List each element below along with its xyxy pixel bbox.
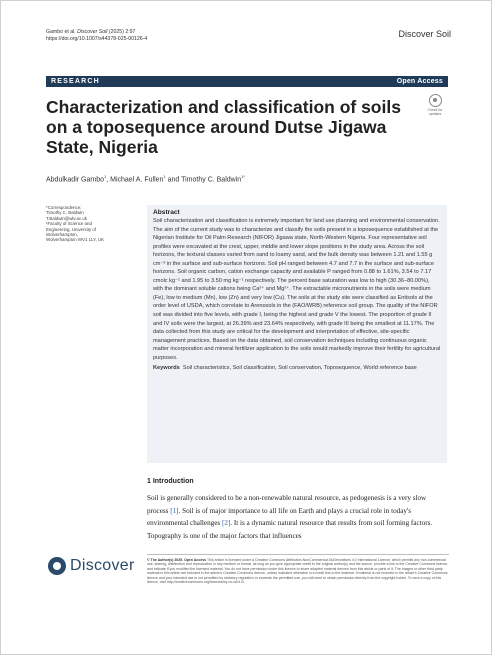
abstract-heading: Abstract (153, 209, 180, 216)
sidebar-line: *Correspondence: (46, 205, 82, 210)
keywords-label: Keywords (153, 365, 180, 372)
license-lead: © The Author(s) 2025. Open Access (147, 558, 207, 562)
footer-divider (147, 554, 449, 555)
author-name[interactable]: Abdulkadir Gambo (46, 176, 104, 184)
license-notice (147, 558, 449, 584)
open-access-label: Open Access (396, 78, 443, 85)
abstract-text: Soil characterization and classification is extremely important for land use planning and environmental conservation. The aim of the current study was to characterize and classify the soils present in a toposequence established at the Nigerian Institute for Oil Palm Research (NIFOR) Jigawa state, North-Western Nigeria. Four representative soil profiles were excavated at the crest, upper, middle and lower slope positions in the study area. Across the soil horizons, the textural classes varied from sand to loamy sand, and the bulk density was between 1.21 and 1.55 g cm⁻³ in the surface and sub-surface horizons. Soil pH ranged between 4.7 and 7.7 in the surface and sub-surface horizons. Soil organic carbon, cation exchange capacity and available P ranged from 0.88 to 1.61%, 3.54 to 7.17 cmolc kg⁻¹ and 1.95 to 3.50 mg kg⁻¹ respectively. The percent base saturation was low to high (30.36–80.00%), with the dominant soluble cations being Ca²⁺ and Mg²⁺. The extractable micronutrients in the soils were medium (Fe), low to medium (Mn), low (Zn) and very low (Cu). The soils at the study site were classified as Entisols at the order level of USDA, which correlate to Arenosols in the (FAO/WRB) reference soil group. The quality of the NIFOR soil was divided into five levels, with grade I, being the highest and grade V the lowest. The proportion of grade II and IV soils were the largest, at 26.39% and 23.64% respectively, with grade III being the smallest at 11.17%. The data collected from this study are critical for the development and interpretation of effective, site-specific management practices. Based on the data obtained, soil conservation techniques including continuous organic matter incorporation and mineral fertilizer application to the soils would markedly improve their fertility for agricultural purposes. (153, 218, 441, 361)
author-affiliation: 1 (163, 174, 166, 179)
check-updates-label: Check for updates (427, 108, 443, 116)
sidebar-line: Wolverhampton, (46, 232, 78, 238)
discover-logo (48, 557, 135, 575)
citation-link[interactable]: [2] (221, 519, 231, 528)
journal-name: Discover Soil (398, 29, 451, 39)
section-heading-introduction: 1 Introduction (147, 478, 194, 485)
introduction-text (147, 492, 449, 542)
discover-logo-icon (48, 557, 66, 575)
article-type-banner (46, 76, 448, 87)
running-header (46, 29, 147, 43)
author-name[interactable]: Timothy C. Baldwin (181, 176, 242, 184)
citation-journal: Discover Soil (77, 29, 108, 35)
sidebar-line: Timothy C. Baldwin (46, 210, 84, 216)
sidebar-line: Wolverhampton WV1 1LY, UK (46, 237, 105, 243)
intro-text-part: Soil is generally considered to be a non-renewable natural resource, as pedogenesis is a very slow process (147, 494, 427, 515)
intro-text-part: . Soil is of major importance to all life on Earth and plays a crucial role in today's environmental challenges (147, 506, 412, 528)
paper-title: Characterization and classification of soils on a toposequence around Dutse Jigawa State, Nigeria (46, 97, 401, 157)
citation-link[interactable]: [1] (170, 506, 179, 515)
sidebar-line: Engineering, University of (46, 226, 97, 232)
sidebar-line: ¹Faculty of Science and (46, 221, 92, 227)
discover-logo-text: Discover (70, 557, 135, 574)
author-affiliation: 1* (241, 174, 245, 179)
keywords (153, 364, 441, 372)
author-affiliation: 1 (103, 174, 107, 179)
author-name[interactable]: Michael A. Fullen (110, 176, 164, 184)
correspondence-sidebar (46, 205, 138, 243)
intro-text-part: . It is a dynamic natural resource that results from soil forming factors. Topography is one of the major factors that influences (147, 519, 433, 540)
abstract-box (147, 205, 447, 463)
check-for-updates-badge[interactable] (425, 94, 445, 116)
doi-link[interactable]: https://doi.org/10.1007/s44378-025-00126-4 (46, 36, 148, 42)
author-list: Abdulkadir Gambo$^1$, Michael A. Fullen$^1$ and Timothy C. Baldwin$^{1*}$ (46, 174, 245, 184)
citation-issue: (2025) 2:97 (108, 29, 136, 35)
citation-authors: Gambo et al. (46, 29, 76, 35)
license-text: This article is licensed under a Creative Commons Attribution-NonCommercial-NoDerivatives 4.0 International License, which permits any non-commercial use, sharing, distribution and reproduction in any medium or format, as long as you give appropriate credit to the original author(s) and the source, provide a link to the Creative Commons licence, and indicate if you modified the licensed material. You do not have permission under this licence to share adapted material derived from this article or parts of it. The images or other third party material in this article are included in the article's Creative Commons licence, unless indicated otherwise in a credit line to the material. If material is not included in the article's Creative Commons licence and your intended use is not permitted by statutory regulation or exceeds the permitted use, you will need to obtain permission directly from the copyright holder. To view a copy of this licence, visit http://creativecommons.org/licenses/by-nc-nd/4.0/. (147, 558, 449, 585)
keywords-list: Soil characteristics, Soil classification, Soil conservation, Toposequence, World reference base (182, 365, 417, 372)
correspondence-email[interactable]: T.Baldwin@wlv.ac.uk (46, 215, 87, 221)
article-type-label: RESEARCH (51, 78, 100, 85)
check-updates-icon (429, 94, 442, 107)
